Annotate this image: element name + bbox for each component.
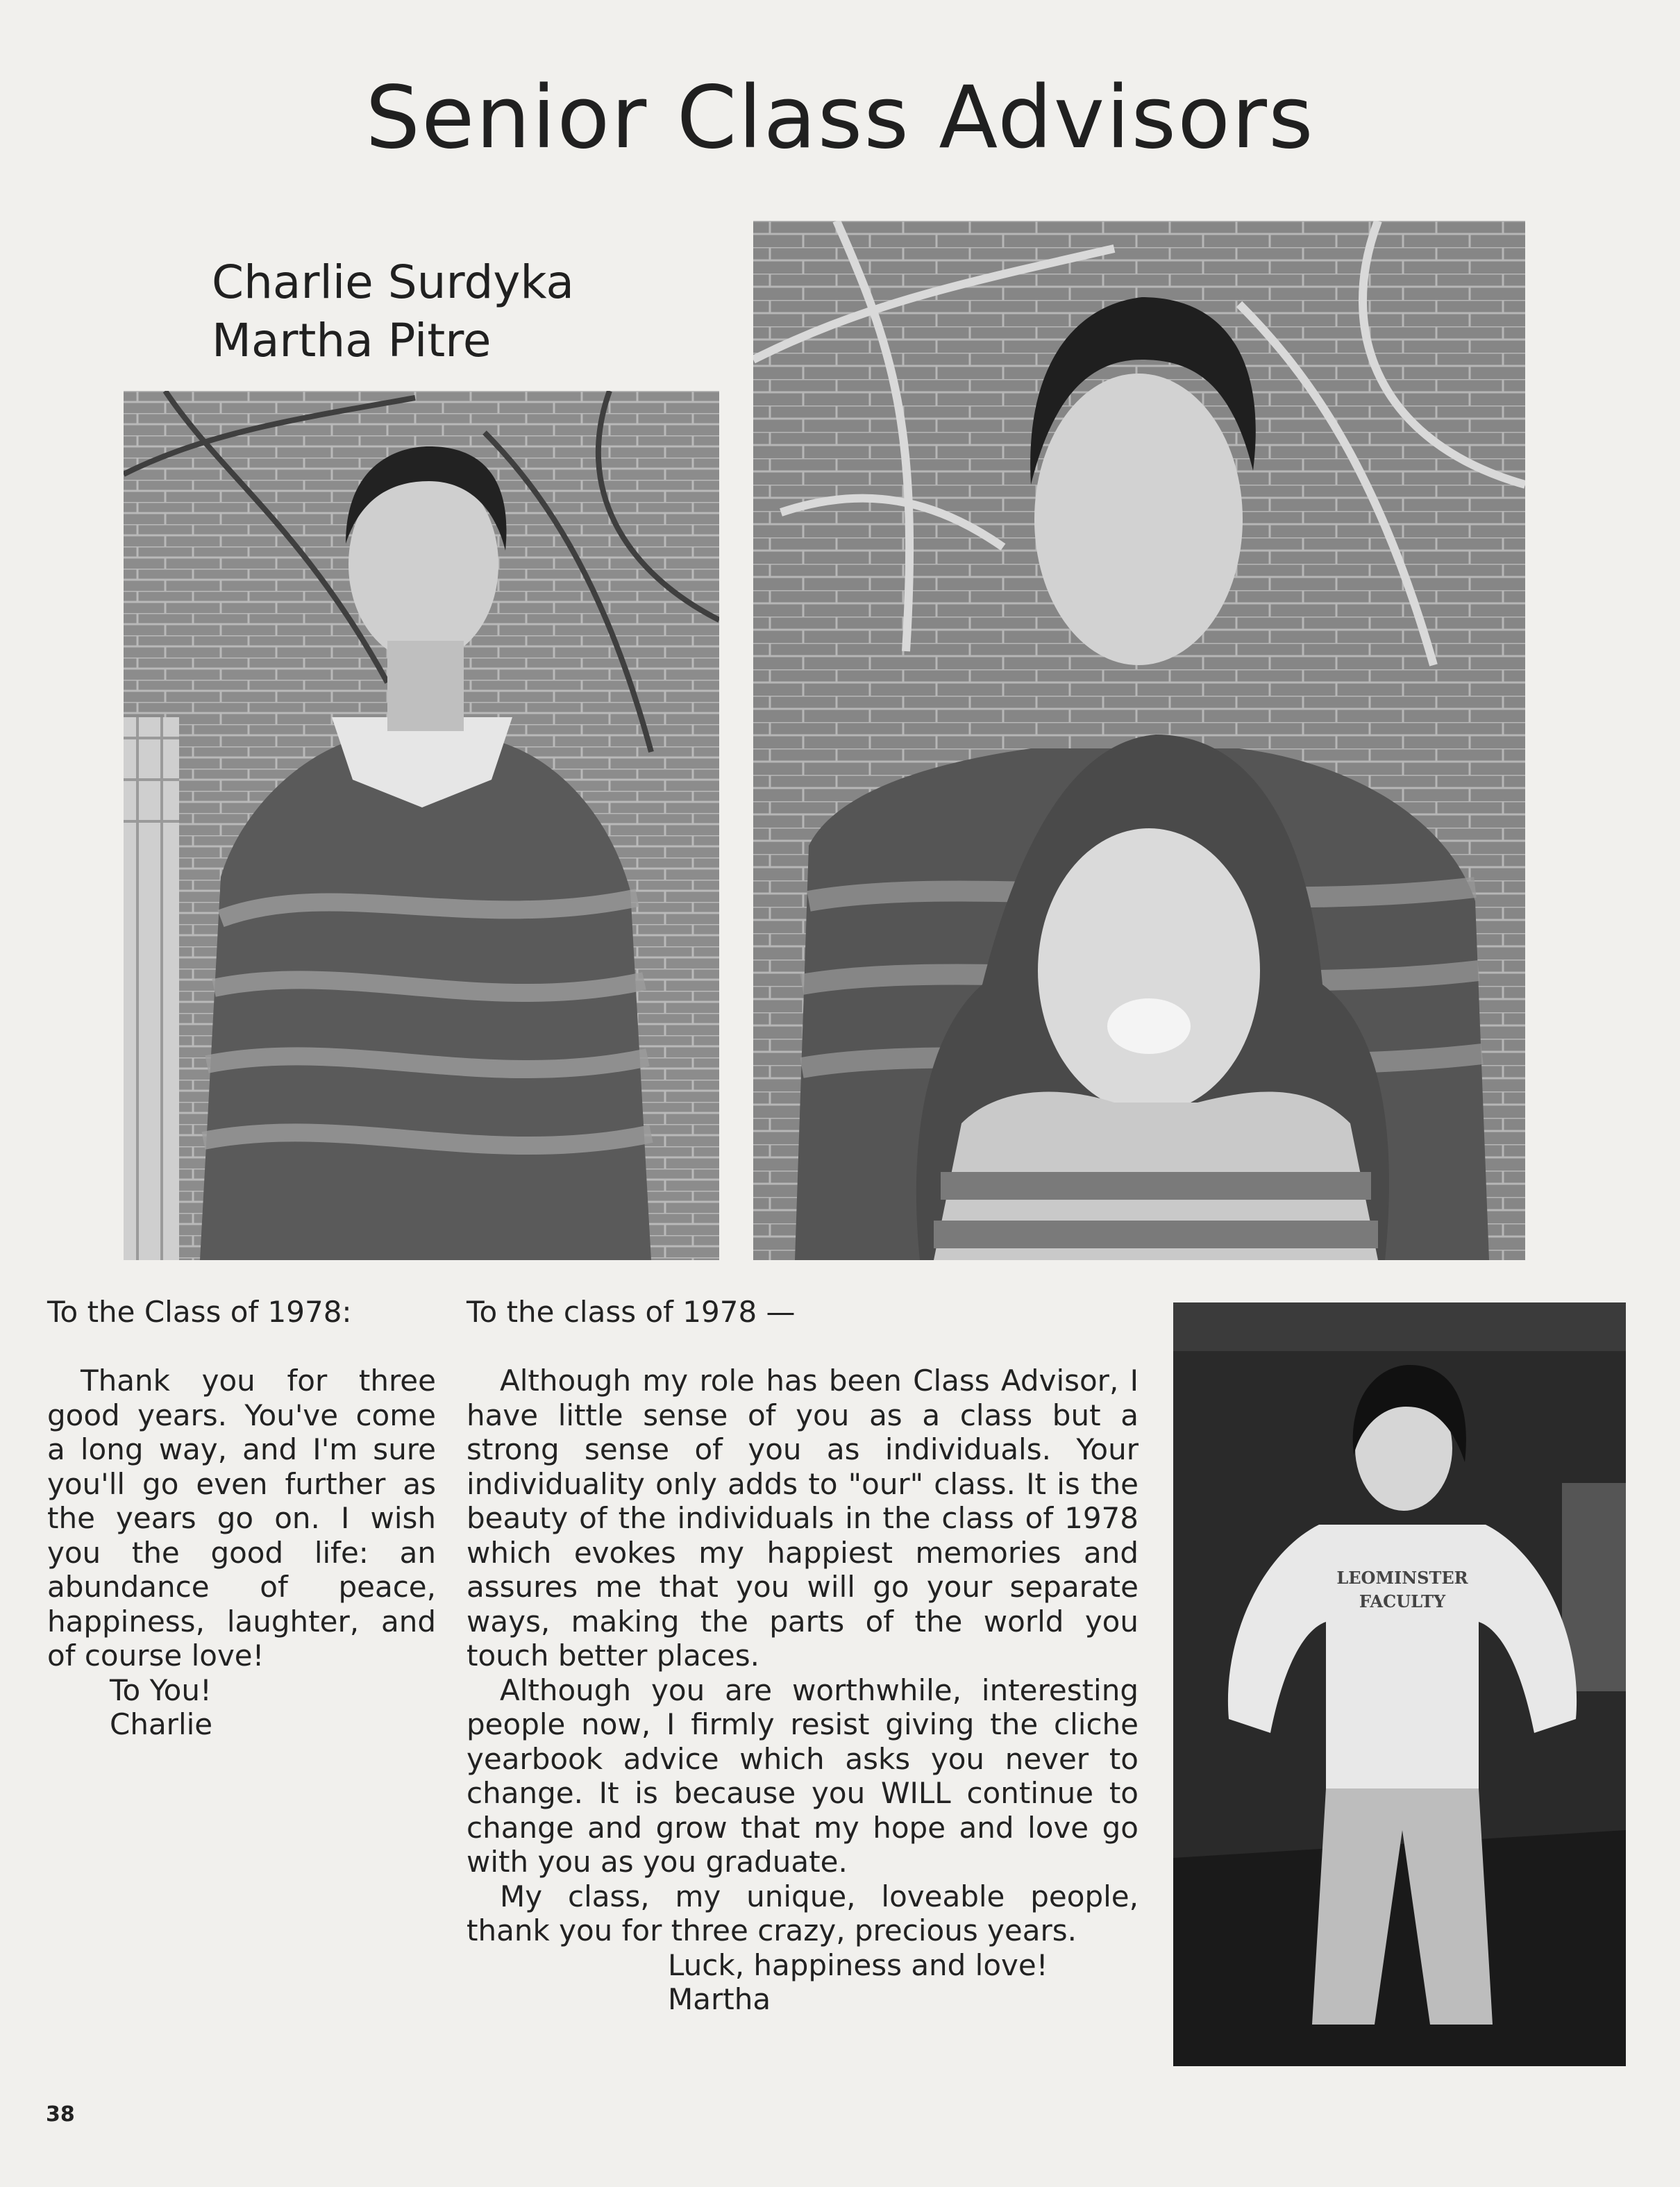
sweatshirt-lettering (1333, 1566, 1472, 1614)
sweatshirt-text-line-1: LEOMINSTER (1336, 1568, 1468, 1588)
letter-martha-closing-line: Luck, happiness and love! (668, 1947, 1048, 1982)
advisor-name-martha: Martha Pitre (212, 314, 492, 367)
letter-charlie-closing-line: To You! (110, 1673, 212, 1707)
advisor-names (212, 253, 574, 370)
letter-martha-greeting: To the class of 1978 — (467, 1295, 796, 1329)
letter-charlie-body: Thank you for three good years. You've come a long way, and I'm sure you'll go even further as the years go on. I wish you the good life: an abundance of peace, happiness, laughter, and of course love! (47, 1364, 436, 1673)
letter-charlie-greeting: To the Class of 1978: (47, 1295, 352, 1329)
letter-martha-paragraph-3: My class, my unique, loveable people, thank you for three crazy, precious years. (467, 1879, 1139, 1947)
letter-charlie (47, 1295, 436, 1742)
advisor-name-charlie: Charlie Surdyka (212, 255, 574, 309)
letter-martha-signature: Martha (668, 1982, 771, 2016)
photo-charlie-and-martha (753, 221, 1525, 1260)
photo-martha-faculty-sweatshirt (1173, 1302, 1626, 2066)
letter-charlie-signature: Charlie (110, 1707, 213, 1741)
photo-charlie-portrait (124, 391, 719, 1260)
letter-martha (467, 1295, 1139, 2017)
page-number: 38 (46, 2102, 75, 2127)
sweatshirt-text-line-2: FACULTY (1359, 1591, 1446, 1611)
letter-martha-paragraph-2: Although you are worthwhile, interesting people now, I firmly resist giving the cliche yearbook advice which asks you never to change. It is because you WILL continue to change and grow that my hope and love go with you as you graduate. (467, 1673, 1139, 1879)
letter-martha-paragraph-1: Although my role has been Class Advisor, I have little sense of you as a class but a strong sense of you as individuals. Your individuality only adds to "our" class. It is the beauty of the individuals in the class of 1978 which evokes my happiest memories and assures me that you will go your separate ways, making the parts of the world you touch better places. (467, 1364, 1139, 1673)
page-title: Senior Class Advisors (365, 68, 1315, 168)
